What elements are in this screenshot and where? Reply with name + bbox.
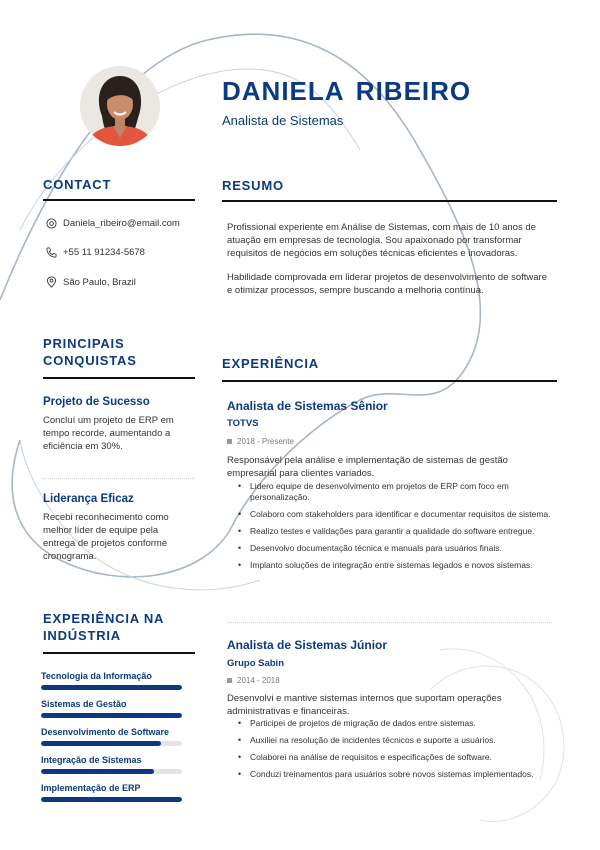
- skill-bar: [41, 769, 182, 774]
- achievement-title: Projeto de Sucesso: [43, 396, 150, 408]
- skill-bar: [41, 713, 182, 718]
- achievements-divider: [43, 377, 195, 379]
- achievement-text: Concluí um projeto de ERP em tempo recorde, aumentando a eficiência em 30%.: [43, 415, 174, 452]
- list-item: • Auxiliei na resolução de incidentes técnicos e suporte a usuários.: [250, 735, 555, 746]
- location-pin-icon: [46, 276, 57, 288]
- job-bullets: [250, 718, 555, 786]
- skill-item: [41, 699, 182, 718]
- summary-paragraph: Profissional experiente em Análise de Sistemas, com mais de 10 anos de atuação em empresas de tecnologia. Sou apaixonado por transformar requisitos de negócios em soluções técnicas eficientes e inovadoras.: [227, 222, 536, 259]
- skill-bar-fill: [41, 769, 154, 774]
- contact-location-row: [46, 276, 136, 288]
- avatar: [80, 66, 160, 146]
- calendar-icon: [227, 678, 232, 683]
- contact-email[interactable]: Daniela_ribeiro@email.com: [63, 218, 180, 229]
- skill-bar-fill: [41, 797, 182, 802]
- skill-item: [41, 727, 182, 746]
- contact-location: São Paulo, Brazil: [63, 276, 136, 288]
- skill-item: [41, 783, 182, 802]
- calendar-icon: [227, 439, 232, 444]
- skill-bar: [41, 741, 182, 746]
- job-description: Responsável pela análise e implementação de sistemas de gestão empresarial para clientes variados.: [227, 455, 508, 479]
- list-item: • Conduzi treinamentos para usuários sobre novos sistemas implementados.: [250, 769, 555, 780]
- skill-label: Integração de Sistemas: [41, 755, 142, 765]
- list-item: • Desenvolvo documentação técnica e manuals para usuários finais.: [250, 543, 555, 554]
- achievements-heading: PRINCIPAIS CONQUISTAS: [43, 336, 137, 368]
- job-period-text: 2014 - 2018: [237, 676, 280, 685]
- skill-item: [41, 755, 182, 774]
- list-item: • Colaborei na análise de requisitos e especificações de software.: [250, 752, 555, 763]
- job-bullets: [250, 481, 555, 577]
- job-period: [227, 676, 280, 685]
- skill-bar-fill: [41, 713, 182, 718]
- skill-item: [41, 671, 182, 690]
- skill-bar: [41, 797, 182, 802]
- skill-label: Implementação de ERP: [41, 783, 141, 793]
- experience-separator: [227, 622, 552, 623]
- summary-divider: [222, 200, 557, 202]
- list-item: • Realizo testes e validações para garantir a qualidade do software entregue.: [250, 526, 555, 537]
- contact-heading: CONTACT: [43, 177, 112, 192]
- summary-heading: RESUMO: [222, 178, 284, 193]
- list-item: • Implanto soluções de integração entre sistemas legados e novos sistemas.: [250, 560, 555, 571]
- achievement-separator: [43, 478, 195, 479]
- job-description: Desenvolvi e mantive sistemas internos que suportam operações administrativas e financeiras.: [227, 693, 502, 717]
- contact-phone[interactable]: +55 11 91234-5678: [63, 247, 145, 258]
- achievement-title: Liderança Eficaz: [43, 493, 134, 505]
- skill-label: Tecnologia da Informação: [41, 671, 152, 681]
- list-item: • Colaboro com stakeholders para identificar e documentar requisitos de sistema.: [250, 509, 555, 520]
- job-title: Analista de Sistemas Júnior: [227, 638, 388, 652]
- skill-bar-fill: [41, 741, 161, 746]
- contact-phone-row[interactable]: [46, 247, 145, 258]
- at-icon: [46, 218, 57, 229]
- profile-photo: [80, 66, 160, 146]
- job-company: Grupo Sabin: [227, 658, 284, 669]
- list-item: • Lidero equipe de desenvolvimento em projetos de ERP com foco em personalização.: [250, 481, 555, 503]
- experience-divider: [222, 380, 557, 382]
- job-period-text: 2018 - Presente: [237, 437, 294, 446]
- job-title: Analista de Sistemas Sênior: [227, 399, 388, 413]
- experience-heading: EXPERIÊNCIA: [222, 356, 319, 371]
- skill-label: Sistemas de Gestão: [41, 699, 127, 709]
- summary-paragraph: Habilidade comprovada em liderar projetos de desenvolvimento de software e otimizar processos, sempre buscando a melhoria contínua.: [227, 272, 548, 296]
- contact-email-row[interactable]: [46, 218, 180, 229]
- list-item: • Participei de projetos de migração de dados entre sistemas.: [250, 718, 555, 729]
- skill-bar-fill: [41, 685, 182, 690]
- phone-icon: [46, 247, 57, 258]
- candidate-name: DANIELA RIBEIRO: [222, 76, 472, 106]
- skill-label: Desenvolvimento de Software: [41, 727, 170, 737]
- achievement-text: Recebi reconhecimento como melhor líder de equipe pela entrega de projetos conforme cronograma.: [43, 512, 169, 562]
- skill-bar: [41, 685, 182, 690]
- job-period: [227, 437, 294, 446]
- candidate-title: Analista de Sistemas: [222, 113, 344, 128]
- job-company: TOTVS: [227, 418, 259, 429]
- contact-divider: [43, 199, 195, 201]
- summary-body: [227, 221, 547, 308]
- industry-divider: [43, 652, 195, 654]
- industry-heading: EXPERIÊNCIA NA INDÚSTRIA: [43, 611, 164, 643]
